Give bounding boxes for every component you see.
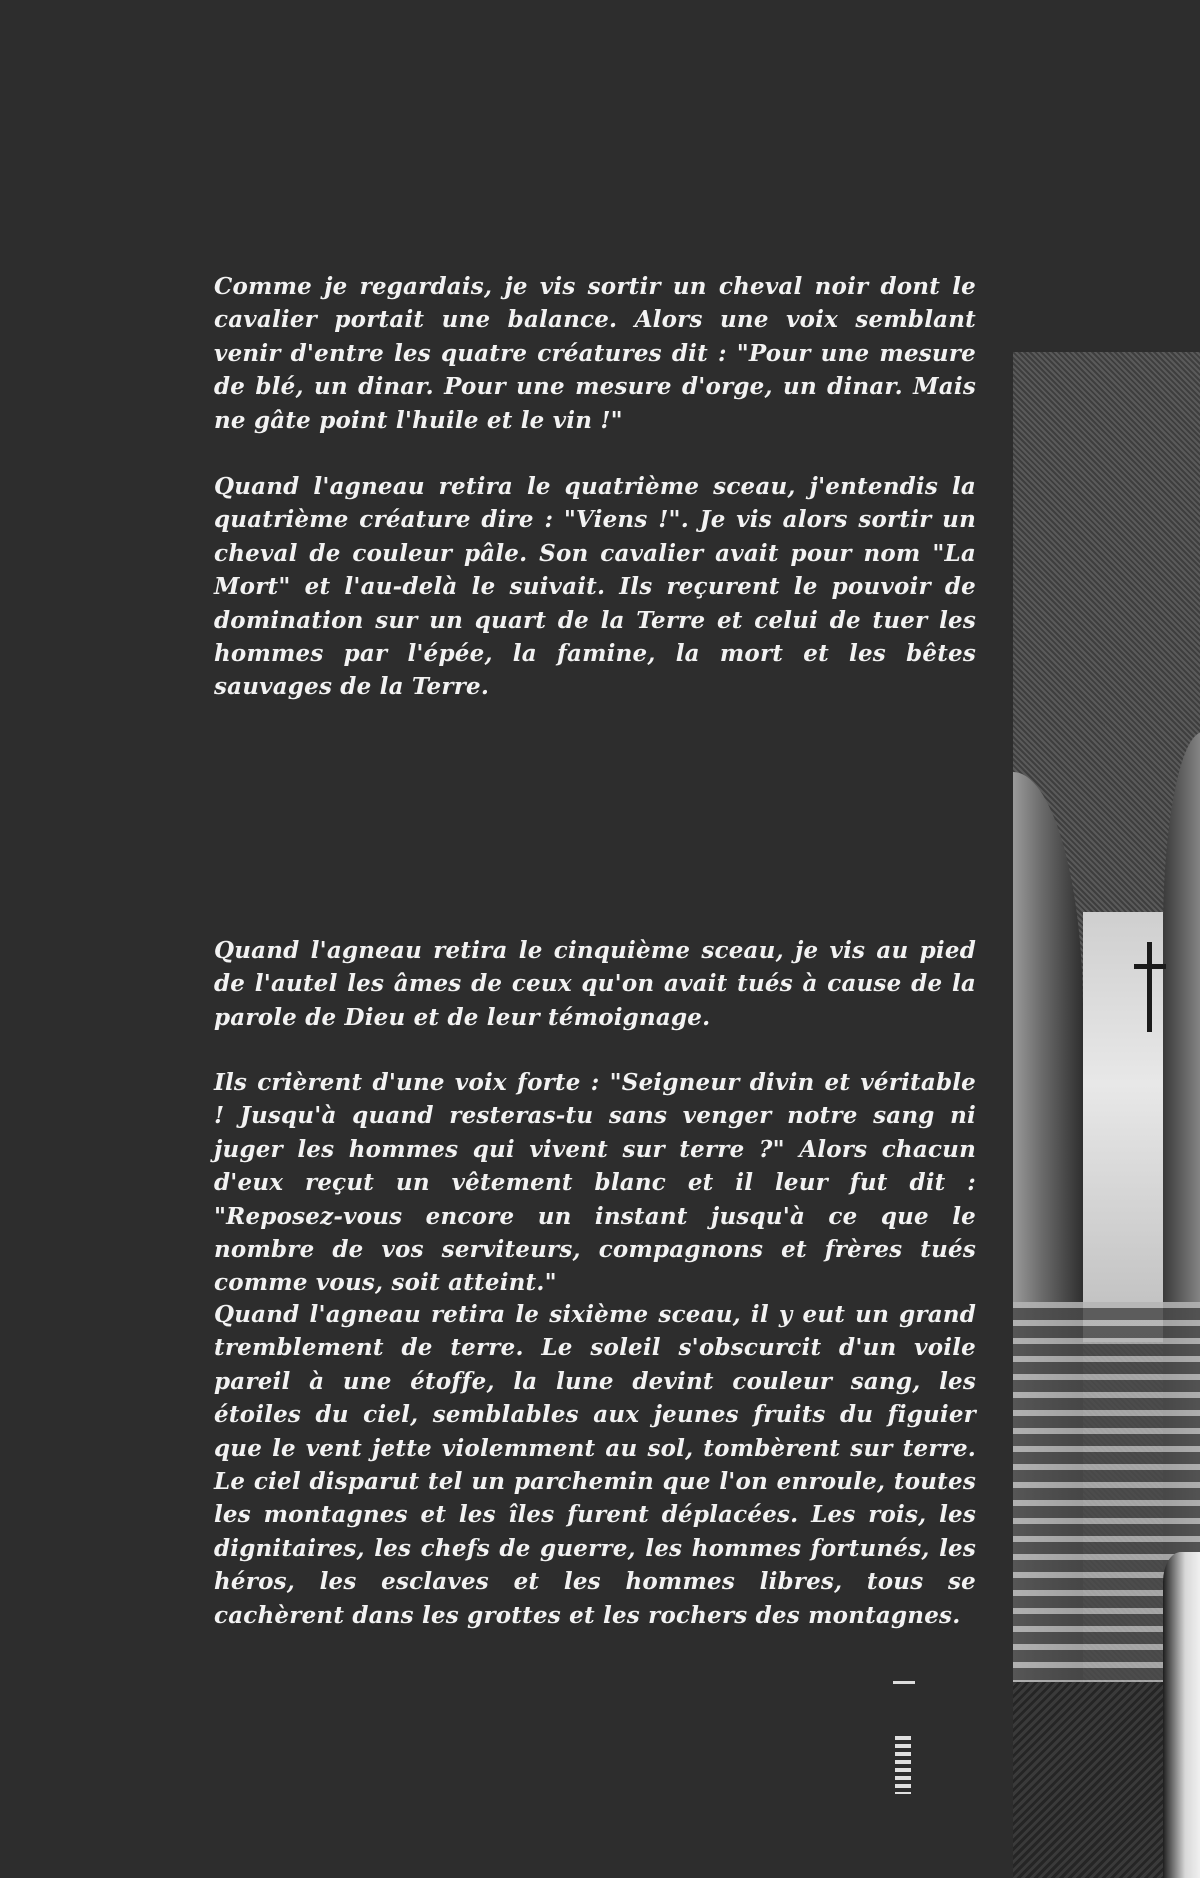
paragraph-souls-cry: Ils crièrent d'une voix forte : "Seigneur divin et véritable ! Jusqu'à quand resteras-tu sans venger notre sang ni juger les hommes qui vivent sur terre ?" Alors chacun d'eux reçut un vêtement blanc et il leur fut dit : "Reposez-vous encore un instant jusqu'à ce que le nombre de vos serviteurs, compagnons et frères tués comme vous, soit atteint."	[214, 1069, 976, 1297]
scan-mark-vertical	[895, 1736, 911, 1794]
crucifix-crossbar	[1134, 964, 1166, 969]
church-interior-illustration	[1013, 352, 1200, 1878]
robed-figure	[1163, 1552, 1200, 1878]
crucifix-icon	[1147, 942, 1152, 1032]
paragraph-fifth-seal: Quand l'agneau retira le cinquième sceau, je vis au pied de l'autel les âmes de ceux qu'on avait tués à cause de la parole de Dieu et de leur témoignage.	[214, 937, 976, 1031]
paragraph-fourth-seal: Quand l'agneau retira le quatrième sceau, j'entendis la quatrième créature dire : "Viens !". Je vis alors sortir un cheval de couleur pâle. Son cavalier avait pour nom "La Mort" et l'au-delà le suivait. Ils reçurent le pouvoir de domination sur un quart de la Terre et celui de tuer les hommes par l'épée, la famine, la mort et les bêtes sauvages de la Terre.	[214, 473, 976, 701]
scan-mark	[893, 1681, 915, 1684]
paragraph-sixth-seal: Quand l'agneau retira le sixième sceau, il y eut un grand tremblement de terre. Le soleil s'obscurcit d'un voile pareil à une étoffe, la lune devint couleur sang, les étoiles du ciel, semblables aux jeunes fruits du figuier que le vent jette violemment au sol, tombèrent sur terre. Le ciel disparut tel un parchemin que l'on enroule, toutes les montagnes et les îles furent déplacées. Les rois, les dignitaires, les chefs de guerre, les hommes fortunés, les héros, les esclaves et les hommes libres, tous se cachèrent dans les grottes et les rochers des montagnes.	[214, 1301, 976, 1629]
paragraph-black-horse: Comme je regardais, je vis sortir un cheval noir dont le cavalier portait une balance. Alors une voix semblant venir d'entre les quatre créatures dit : "Pour une mesure de blé, un dinar. Pour une mesure d'orge, un dinar. Mais ne gâte point l'huile et le vin !"	[214, 273, 976, 434]
